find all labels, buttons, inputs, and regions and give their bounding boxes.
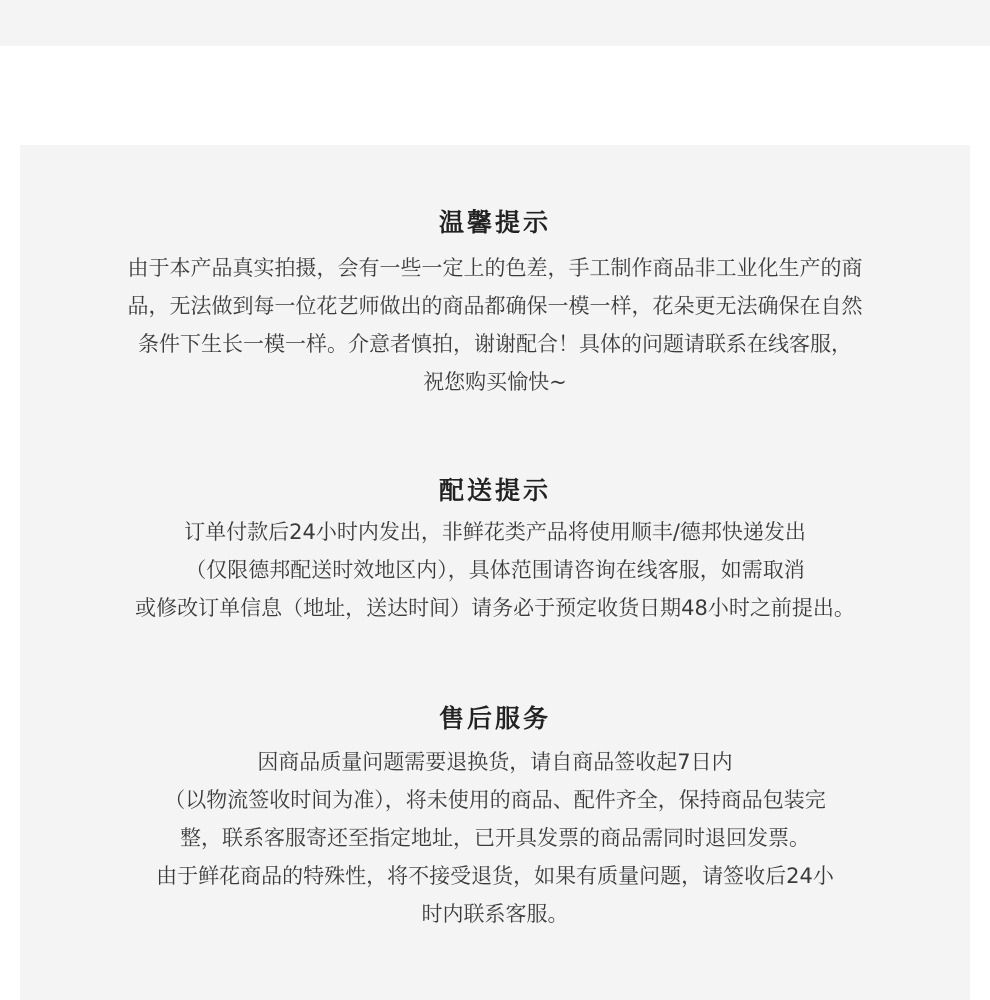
after-sales-section [20, 703, 970, 933]
warm-tips-line: 条件下生长一模一样。介意者慎拍，谢谢配合！具体的问题请联系在线客服， [138, 332, 852, 356]
delivery-tips-body [20, 513, 970, 627]
warm-tips-line: 祝您购买愉快~ [423, 370, 567, 394]
after-sales-line: 整，联系客服寄还至指定地址，已开具发票的商品需同时退回发票。 [180, 826, 810, 850]
top-gray-strip [0, 0, 990, 46]
delivery-tips-line: 或修改订单信息（地址，送达时间）请务必于预定收货日期48小时之前提出。 [135, 596, 855, 620]
delivery-tips-title: 配送提示 [438, 476, 551, 505]
warm-tips-title: 温馨提示 [438, 208, 551, 237]
warm-tips-body [20, 249, 970, 401]
warm-tips-line: 由于本产品真实拍摄，会有一些一定上的色差，手工制作商品非工业化生产的商 [127, 256, 863, 280]
after-sales-line: （以物流签收时间为准），将未使用的商品、配件齐全，保持商品包装完 [164, 788, 826, 812]
after-sales-line: 因商品质量问题需要退换货，请自商品签收起7日内 [257, 750, 733, 774]
notice-card [20, 145, 970, 1000]
delivery-tips-section [20, 475, 970, 627]
delivery-tips-line: （仅限德邦配送时效地区内），具体范围请咨询在线客服，如需取消 [185, 558, 805, 582]
warm-tips-line: 品，无法做到每一位花艺师做出的商品都确保一模一样，花朵更无法确保在自然 [127, 294, 863, 318]
after-sales-line: 由于鲜花商品的特殊性，将不接受退货，如果有质量问题，请签收后24小 [156, 864, 834, 888]
after-sales-title: 售后服务 [438, 704, 551, 733]
after-sales-body [20, 743, 970, 933]
delivery-tips-line: 订单付款后24小时内发出，非鲜花类产品将使用顺丰/德邦快递发出 [184, 520, 806, 544]
warm-tips-section [20, 207, 970, 401]
after-sales-line: 时内联系客服。 [421, 902, 569, 926]
